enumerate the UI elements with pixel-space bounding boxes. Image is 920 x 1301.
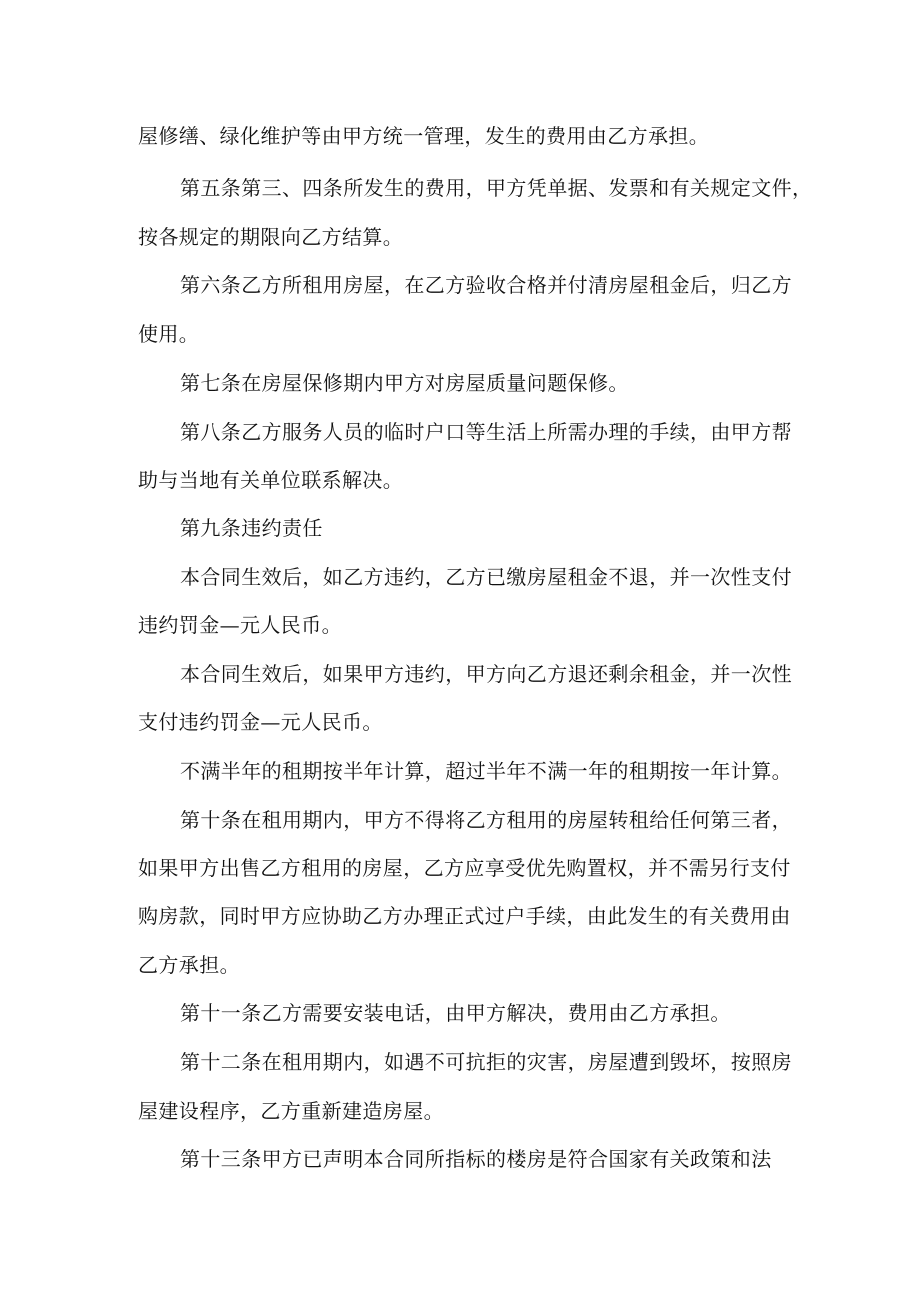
text-line: 屋建设程序，乙方重新建造房屋。 xyxy=(138,1099,444,1123)
text-line: 使用。 xyxy=(138,322,200,346)
text-line: 第十三条甲方已声明本合同所指标的楼房是符合国家有关政策和法 xyxy=(180,1147,772,1171)
text-line: 购房款，同时甲方应协助乙方办理正式过户手续，由此发生的有关费用由 xyxy=(138,904,791,928)
text-line: 本合同生效后，如果甲方违约，甲方向乙方退还剩余租金，并一次性 xyxy=(180,662,792,686)
text-line: 第七条在房屋保修期内甲方对房屋质量问题保修。 xyxy=(180,371,629,395)
text-line: 第九条违约责任 xyxy=(180,516,323,540)
text-line: 支付违约罚金—元人民币。 xyxy=(138,710,383,734)
text-line: 第六条乙方所租用房屋，在乙方验收合格并付清房屋租金后，归乙方 xyxy=(180,273,792,297)
text-line: 第八条乙方服务人员的临时户口等生活上所需办理的手续，由甲方帮 xyxy=(180,420,792,444)
text-line: 第五条第三、四条所发生的费用，甲方凭单据、发票和有关规定文件， xyxy=(180,176,813,200)
text-line: 乙方承担。 xyxy=(138,953,240,977)
text-line: 如果甲方出售乙方租用的房屋，乙方应享受优先购置权，并不需另行支付 xyxy=(138,856,791,880)
text-line: 屋修缮、绿化维护等由甲方统一管理，发生的费用由乙方承担。 xyxy=(138,124,710,148)
text-line: 第十二条在租用期内，如遇不可抗拒的灾害，房屋遭到毁坏，按照房 xyxy=(180,1050,792,1074)
text-line: 违约罚金—元人民币。 xyxy=(138,613,342,637)
text-line: 不满半年的租期按半年计算，超过半年不满一年的租期按一年计算。 xyxy=(180,759,792,783)
text-line: 本合同生效后，如乙方违约，乙方已缴房屋租金不退，并一次性支付 xyxy=(180,565,792,589)
text-line: 按各规定的期限向乙方结算。 xyxy=(138,225,404,249)
text-line: 第十条在租用期内，甲方不得将乙方租用的房屋转租给任何第三者， xyxy=(180,808,792,832)
text-line: 助与当地有关单位联系解决。 xyxy=(138,468,404,492)
text-line: 第十一条乙方需要安装电话，由甲方解决，费用由乙方承担。 xyxy=(180,1001,731,1025)
